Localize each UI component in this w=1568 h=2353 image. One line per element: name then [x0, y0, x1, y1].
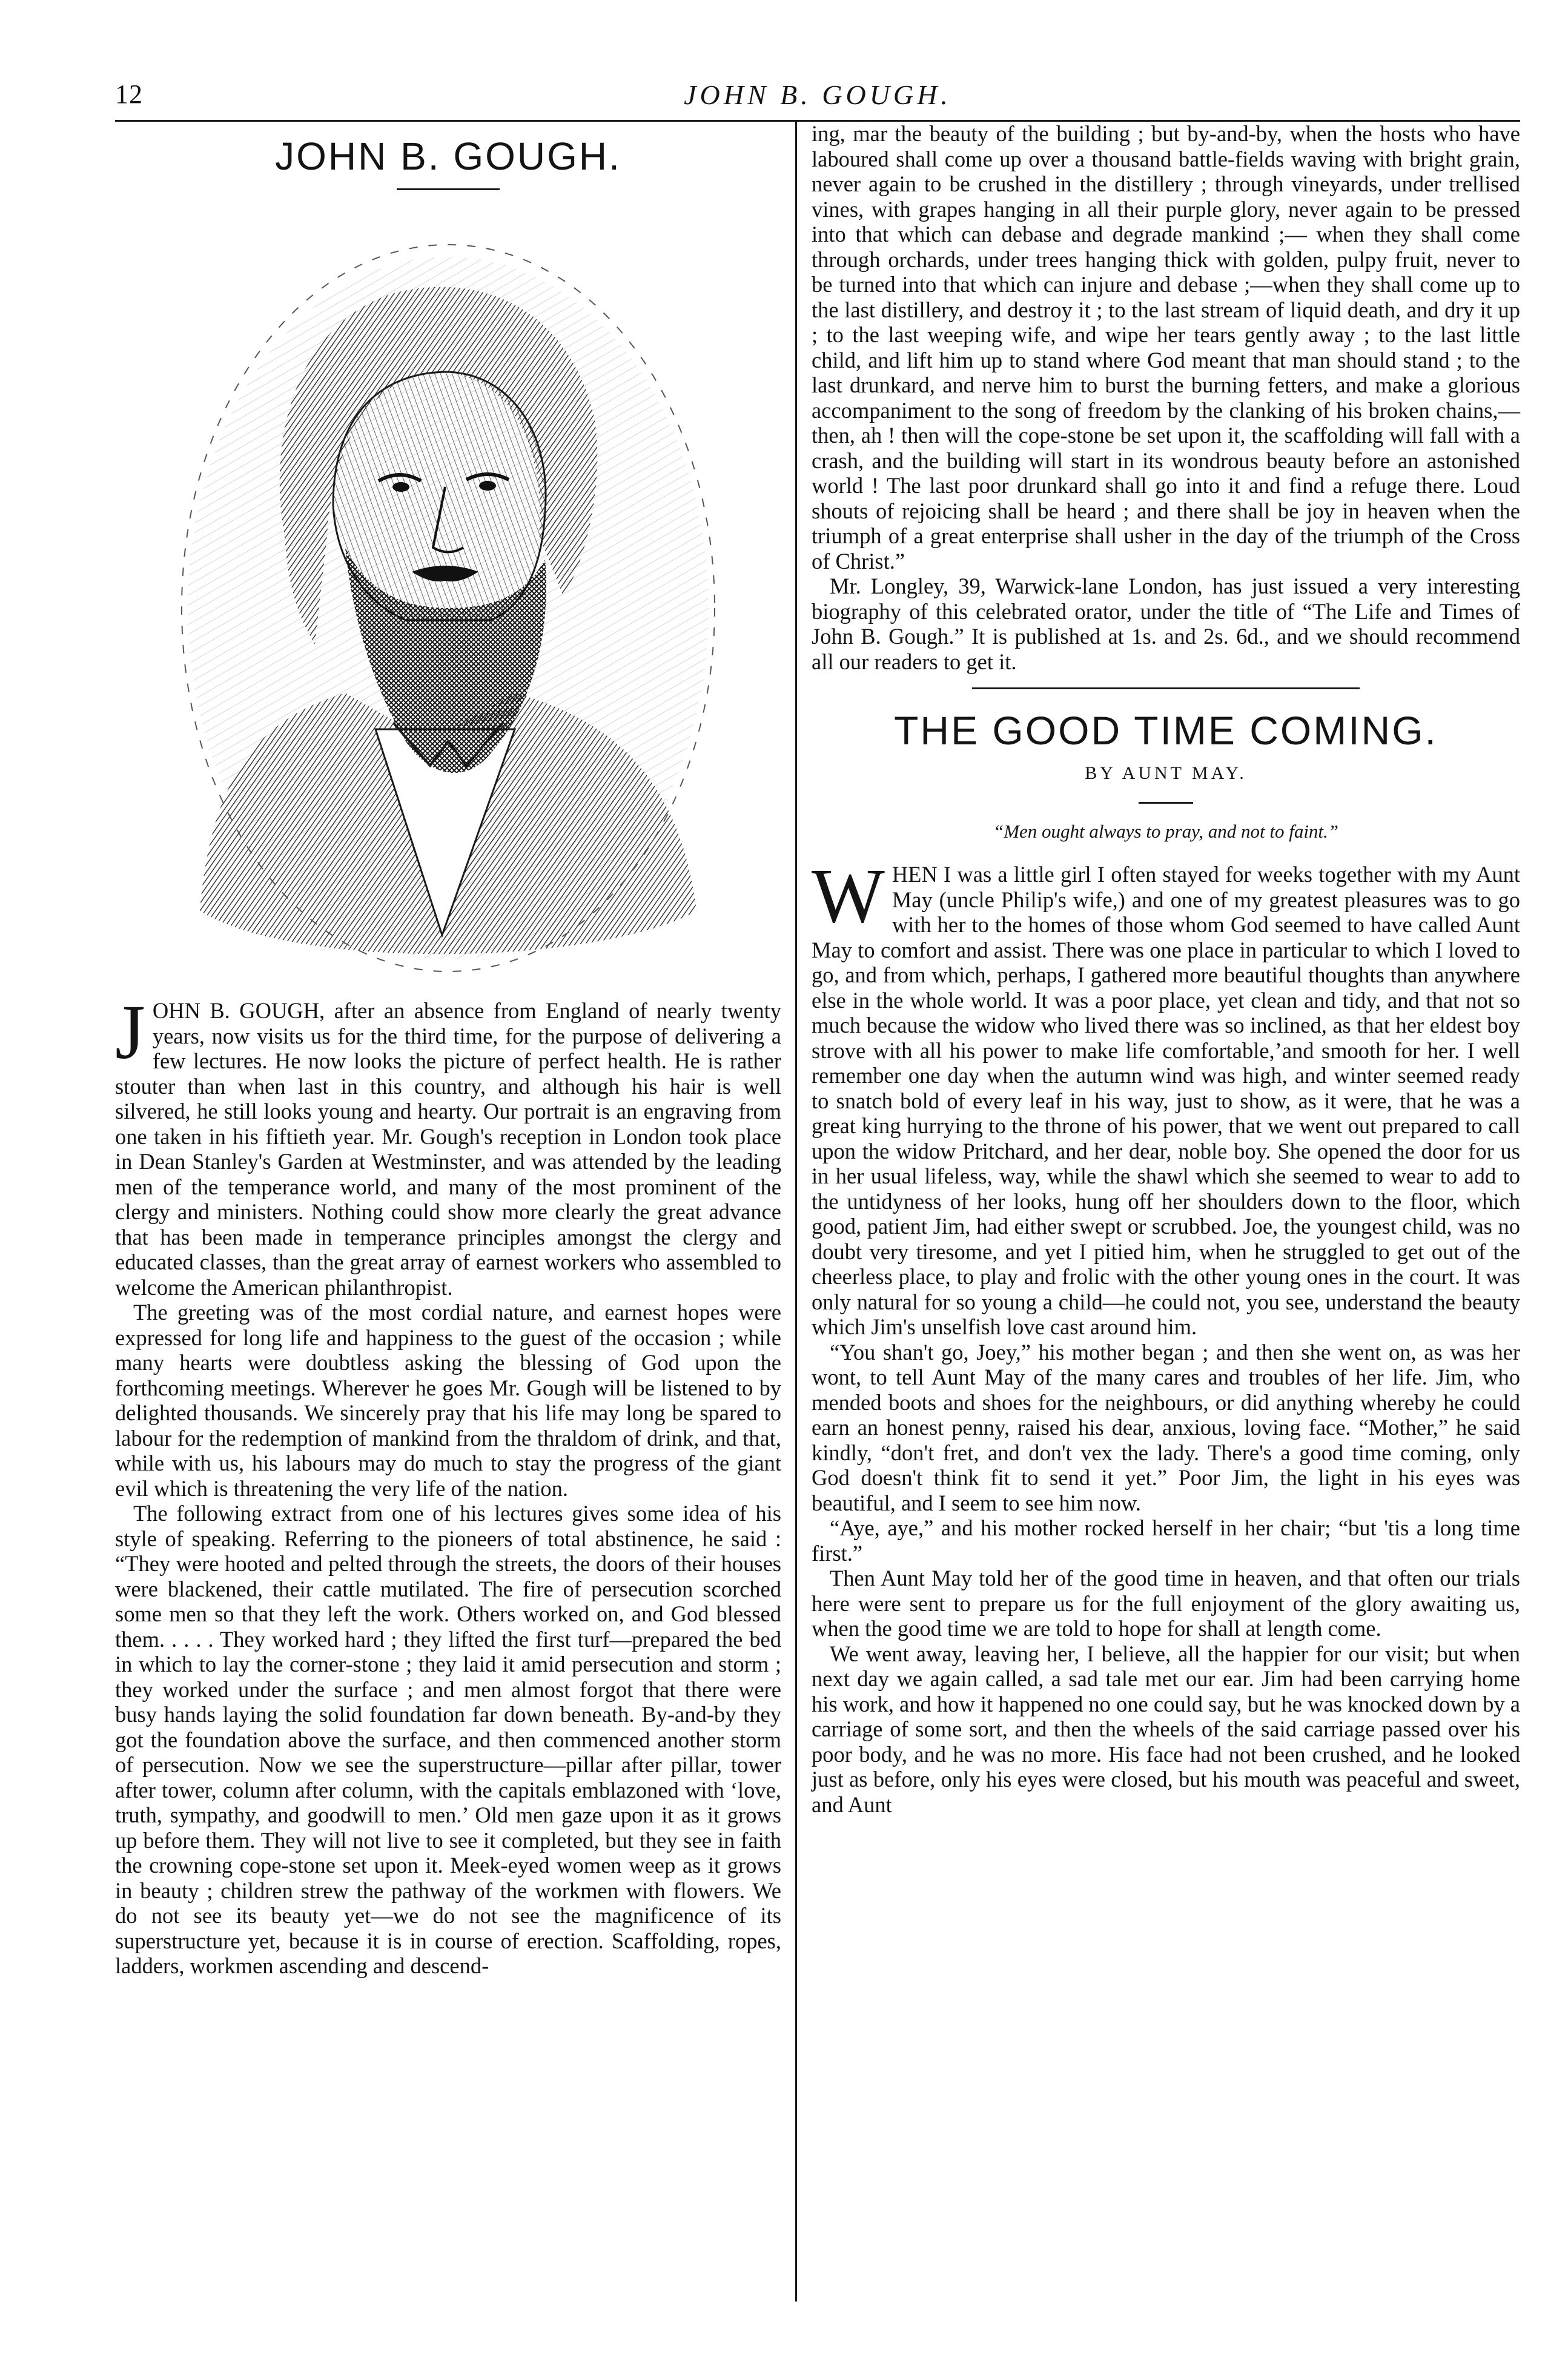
column-divider [795, 121, 797, 2302]
drop-cap-w: W [812, 853, 885, 939]
section-rule [972, 687, 1360, 689]
right-column [812, 121, 1520, 1817]
drop-cap-j: J [115, 989, 145, 1075]
story-paragraph: Then Aunt May told her of the good time in heaven, and that often our trials here were sent to prepare us for the full enjoyment of the glory awaiting us, when the good time we are told to hope for shall at length come. [812, 1566, 1520, 1641]
byline-rule [1139, 802, 1193, 804]
continued-extract-paragraph: ing, mar the beauty of the building ; but by-and-by, when the hosts who have laboured shall come up over a thousand battle-fields waving with bright grain, never again to be crushed in the distillery ; through vineyards, under trellised vines, with grapes hanging in all their purple glory, never again to be pressed into that which can debase and degrade mankind ;— when they shall come through orchards, under trees hanging thick with golden, pulpy fruit, never to be turned into that which can injure and debase ;—when they shall come up to the last distillery, and destroy it ; to the last stream of liquid death, and dry it up ; to the last weeping wife, and wipe her tears gently away ; to the last little child, and lift him up to stand where God meant that man should stand ; to the last drunkard, and nerve him to burst the burning fetters, and make a glorious accompaniment to the song of freedom by the clanking of his broken chains,—then, ah ! then will the cope-stone be set upon it, the scaffolding will fall with a crash, and the building will start in its wondrous beauty before an astonished world ! The last poor drunkard shall go into it and find a refuge there. Loud shouts of rejoicing shall be heard ; and there shall be joy in heaven when the triumph of a great enterprise shall usher in the day of the triumph of the Cross of Christ.” [812, 121, 1520, 574]
story-paragraph: “Aye, aye,” and his mother rocked herself in her chair; “but 'tis a long time first.” [812, 1515, 1520, 1566]
lecture-extract-paragraph: The following extract from one of his lectures gives some idea of his style of speaking. Referring to the pioneers of total abstinence, he said : “They were hooted and pelted through the streets, the doors of their houses were blackened, their cattle mutilated. The fire of persecution scorched some men so that they left the work. Others worked on, and God blessed them. . . . . They worked hard ; they lifted the first turf—prepared the bed in which to lay the corner-stone ; they laid it amid persecution and storm ; they worked under the surface ; and men almost forgot that there were busy hands laying the solid foundation far down beneath. By-and-by they got the foundation above the surface, and then commenced another storm of persecution. Now we see the superstructure—pillar after pillar, tower after tower, column after column, with the capitals emblazoned with ‘love, truth, sympathy, and goodwill to men.’ Old men gaze upon it as it grows up before them. They will not live to see it completed, but they see in faith the crowning cope-stone set upon it. Meek-eyed women weep as it grows in beauty ; children strew the pathway of the workmen with flowers. We do not see its beauty yet—we do not see the magnificence of its superstructure yet, because it is in course of erection. Scaffolding, ropes, ladders, workmen ascending and descend- [115, 1501, 781, 1978]
portrait-illustration [176, 220, 721, 984]
story-opening-text: HEN I was a little girl I often stayed for weeks together with my Aunt May (uncle Philip's wife,) and one of my greatest pleasures was to go with her to the homes of those whom God seemed to have called Aunt May to comfort and assist. There was one place in particular to which I loved to go, and from which, perhaps, I gathered more beautiful thoughts than anywhere else in the whole world. It was a poor place, yet clean and tidy, and that not so much because the widow who lived there was so inclined, as that her eldest boy strove with all his power to make life comfortable,’and smooth for her. I well remember one day when the autumn wind was high, and winter seemed ready to snatch bold of every leaf in his way, just to show, as it were, that he was a great king hurrying to the throne of his power, that we went out prepared to call upon the widow Pritchard, and her dear, noble boy. She opened the door for us in her usual lifeless, way, while the shawl which she seemed to wear to add to the untidyness of her looks, hung off her shoulders down to the floor, which good, patient Jim, had either swept or scrubbed. Joe, the youngest child, was no doubt very tiresome, and yet I pitied him, when he struggled to get out of the cheerless place, to play and frolic with the other young ones in the court. It was only natural for so young a child—he could not, you see, understand the beauty which Jim's unselfish love cast around him. [812, 862, 1520, 1339]
running-head [115, 79, 1520, 122]
title-rule [397, 188, 500, 190]
byline: BY AUNT MAY. [1085, 763, 1247, 783]
epigraph: “Men ought always to pray, and not to faint.” [993, 821, 1339, 842]
story-title: THE GOOD TIME COMING. [894, 708, 1438, 753]
story-opening-paragraph [812, 853, 1520, 1340]
intro-paragraph [115, 989, 781, 1300]
biography-notice-paragraph: Mr. Longley, 39, Warwick-lane London, has just issued a very interesting biography of this celebrated orator, under the title of “The Life and Times of John B. Gough.” It is published at 1s. and 2s. 6d., and we should recommend all our readers to get it. [812, 574, 1520, 674]
story-paragraph: We went away, leaving her, I believe, all the happier for our visit; but when next day we again called, a sad tale met our ear. Jim had been carrying home his work, and how it happened no one could say, but he was knocked down by a carriage of some sort, and then the wheels of the said carriage passed over his poor body, and he was no more. His face had not been crushed, and he looked just as before, only his eyes were closed, but his mouth was peaceful and sweet, and Aunt [812, 1641, 1520, 1817]
running-title: JOHN B. GOUGH. [684, 79, 951, 110]
greeting-paragraph: The greeting was of the most cordial nature, and earnest hopes were expressed for long life and happiness to the guest of the occasion ; while many hearts were doubtless asking the blessing of God upon the forthcoming meetings. Wherever he goes Mr. Gough will be listened to by delighted thousands. We sincerely pray that his life may long be spared to labour for the redemption of mankind from the thraldom of drink, and that, while with us, his labours may do much to stay the progress of the giant evil which is threatening the very life of the nation. [115, 1300, 781, 1501]
page-number: 12 [115, 79, 143, 109]
portrait-engraving [176, 220, 721, 984]
story-paragraph: “You shan't go, Joey,” his mother began ; and then she went on, as was her wont, to tell Aunt May of the many cares and troubles of her life. Jim, who mended boots and shoes for the neighbours, or did anything whereby he could earn an honest penny, raised his dear, anxious, loving face. “Mother,” he said kindly, “don't fret, and don't vex the lady. There's a good time coming, only God doesn't think fit to send it yet.” Poor Jim, the light in his eyes was beautiful, and I seem to see him now. [812, 1339, 1520, 1515]
article-title: JOHN B. GOUGH. [275, 134, 621, 178]
intro-paragraph-text: OHN B. GOUGH, after an absence from England of nearly twenty years, now visits us for the third time, for the purpose of delivering a few lectures. He now looks the picture of perfect health. He is rather stouter than when last in this country, and although his hair is well silvered, he still looks young and hearty. Our portrait is an engraving from one taken in his fiftieth year. Mr. Gough's reception in London took place in Dean Stanley's Garden at Westminster, and was attended by the leading men of the temperance world, and many of the most prominent of the clergy and ministers. Nothing could show more clearly the great advance that has been made in temperance principles amongst the clergy and educated classes, than the great array of earnest workers who assembled to welcome the American philanthropist. [115, 998, 781, 1300]
left-column [115, 130, 781, 1979]
